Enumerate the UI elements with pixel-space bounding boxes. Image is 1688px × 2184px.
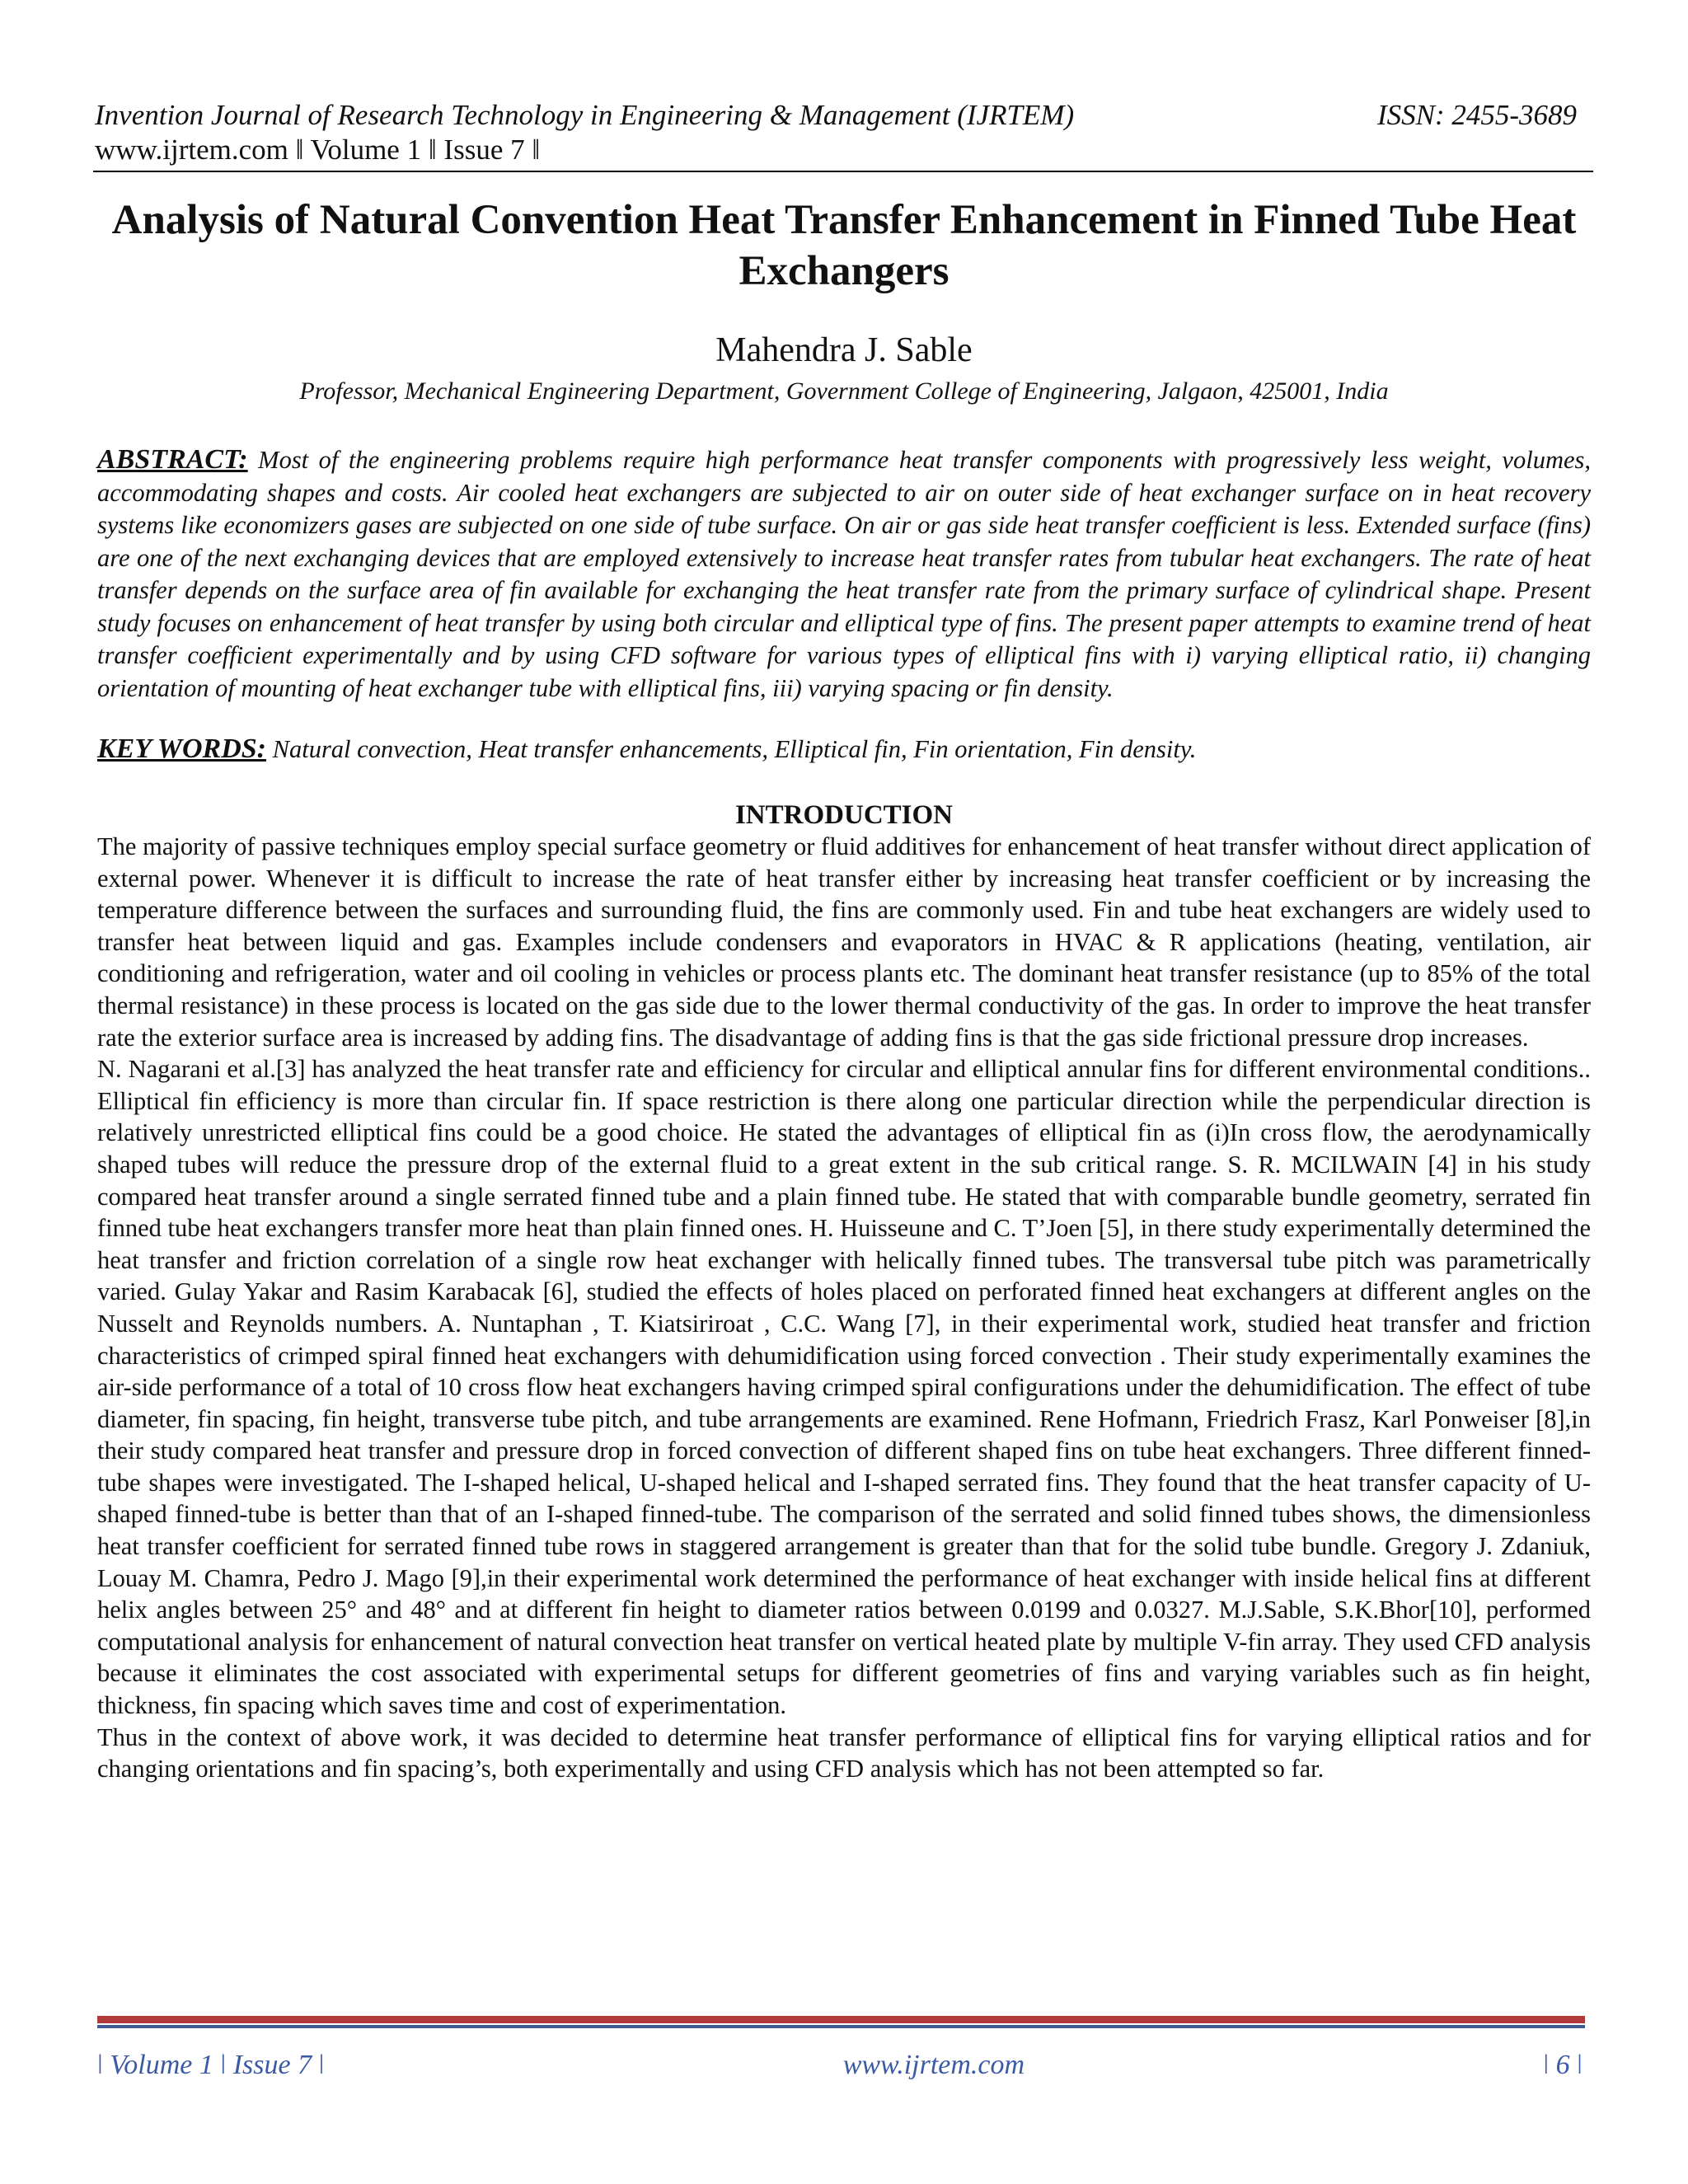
keywords [97, 733, 1591, 766]
paper-title: Analysis of Natural Convention Heat Transfer Enhancement in Finned Tube Heat Exchangers [111, 197, 1577, 294]
footer-volume: ǀ Volume 1 ǀ Issue 7 ǀ [97, 2050, 325, 2080]
introduction-body [97, 831, 1591, 1785]
paragraph: The majority of passive techniques employ special surface geometry or fluid additives for enhancement of heat transfer without direct application of external power. Whenever it is difficult to increase the rate of heat transfer either by increasing heat transfer coefficient or by increasing the temperature difference between the surfaces and surrounding fluid, the fins are commonly used. Fin and tube heat exchangers are widely used to transfer heat between liquid and gas. Examples include condensers and evaporators in HVAC & R applications (heating, ventilation, air conditioning and refrigeration, water and oil cooling in vehicles or process plants etc. The dominant heat transfer resistance (up to 85% of the total thermal resistance) in these process is located on the gas side due to the lower thermal conductivity of the gas. In order to improve the heat transfer rate the exterior surface area is increased by adding fins. The disadvantage of adding fins is that the gas side frictional pressure drop increases. [97, 832, 1591, 1052]
author-affiliation: Professor, Mechanical Engineering Department, Government College of Engineering, Jalgaon, 425001, India [299, 377, 1389, 405]
header-divider [93, 171, 1593, 172]
footer-website-link[interactable]: www.ijrtem.com [842, 2050, 1025, 2080]
volume-line: www.ijrtem.com ǁ Volume 1 ǁ Issue 7 ǁ [95, 134, 541, 166]
footer-divider-red [97, 2016, 1585, 2023]
issn: ISSN: 2455-3689 [1376, 99, 1577, 131]
section-heading-introduction: INTRODUCTION [734, 800, 954, 830]
paragraph: N. Nagarani et al.[3] has analyzed the heat transfer rate and efficiency for circular and elliptical annular fins for different environmental conditions.. Elliptical fin efficiency is more than circular fin. If space restriction is there along one particular direction while the perpendicular direction is relatively unrestricted elliptical fins could be a good choice. He stated the advantages of elliptical fin as (i)In cross flow, the aerodynamically shaped tubes will reduce the pressure drop of the external fluid to a great extent in the sub critical range. S. R. MCILWAIN [4] in his study compared heat transfer around a single serrated finned tube and a plain finned tube. He stated that with comparable bundle geometry, serrated fin finned tube heat exchangers transfer more heat than plain finned ones. H. Huisseune and C. T’Joen [5], in there study experimentally determined the heat transfer and friction correlation of a single row heat exchanger with helically finned tubes. The transversal tube pitch was parametrically varied. Gulay Yakar and Rasim Karabacak [6], studied the effects of holes placed on perforated finned heat exchangers at different angles on the Nusselt and Reynolds numbers. A. Nuntaphan , T. Kiatsiriroat , C.C. Wang [7], in their experimental work, studied heat transfer and friction characteristics of crimped spiral finned heat exchangers with dehumidification using forced convection . Their study experimentally examines the air-side performance of a total of 10 cross flow heat exchangers having crimped spiral configurations under the dehumidification. The effect of tube diameter, fin spacing, fin height, transverse tube pitch, and tube arrangements are examined. Rene Hofmann, Friedrich Frasz, Karl Ponweiser [8],in their study compared heat transfer and pressure drop in forced convection of different shaped fins on tube heat exchangers. Three different finned-tube shapes were investigated. The I-shaped helical, U-shaped helical and I-shaped serrated fins. They found that the heat transfer capacity of U-shaped finned-tube is better than that of an I-shaped finned-tube. The comparison of the serrated and solid finned tubes shows, the dimensionless heat transfer coefficient for serrated finned tube rows in staggered arrangement is greater than that for the solid tube bundle. Gregory J. Zdaniuk, Louay M. Chamra, Pedro J. Mago [9],in their experimental work determined the performance of heat exchanger with inside helical fins at different helix angles between 25° and 48° and at different fin height to diameter ratios between 0.0199 and 0.0327. M.J.Sable, S.K.Bhor[10], performed computational analysis for enhancement of natural convection heat transfer on vertical heated plate by multiple V-fin array. They used CFD analysis because it eliminates the cost associated with experimental setups for different geometries of fins and varying variables such as fin height, thickness, fin spacing which saves time and cost of experimentation. [97, 1055, 1591, 1720]
footer-divider-blue [97, 2025, 1585, 2028]
keywords-text: Natural convection, Heat transfer enhancements, Elliptical fin, Fin orientation, Fin density. [272, 735, 1197, 763]
abstract-label: ABSTRACT: [97, 444, 248, 475]
journal-name: Invention Journal of Research Technology in Engineering & Management (IJRTEM) [95, 99, 1075, 131]
author-name: Mahendra J. Sable [715, 331, 973, 369]
journal-header [95, 97, 1577, 134]
page-number: ǀ 6 ǀ [1543, 2050, 1582, 2080]
abstract [97, 443, 1591, 705]
abstract-text: Most of the engineering problems require high performance heat transfer components with progressively less weight, volumes, accommodating shapes and costs. Air cooled heat exchangers are subjected to air on outer side of heat exchanger surface on in heat recovery systems like economizers gases are subjected on one side of tube surface. On air or gas side heat transfer coefficient is less. Extended surface (fins) are one of the next exchanging devices that are employed extensively to increase heat transfer rates from tubular heat exchangers. The rate of heat transfer depends on the surface area of fin available for exchanging the heat transfer rate from the primary surface of cylindrical shape. Present study focuses on enhancement of heat transfer by using both circular and elliptical type of fins. The present paper attempts to examine trend of heat transfer coefficient experimentally and by using CFD software for various types of elliptical fins with i) varying elliptical ratio, ii) changing orientation of mounting of heat exchanger tube with elliptical fins, iii) varying spacing or fin density. [97, 446, 1592, 702]
page-footer [97, 2048, 1582, 2083]
paragraph: Thus in the context of above work, it was decided to determine heat transfer performance of elliptical fins for varying elliptical ratios and for changing orientations and fin spacing’s, both experimentally and using CFD analysis which has not been attempted so far. [97, 1722, 1591, 1783]
keywords-label: KEY WORDS: [97, 733, 266, 764]
